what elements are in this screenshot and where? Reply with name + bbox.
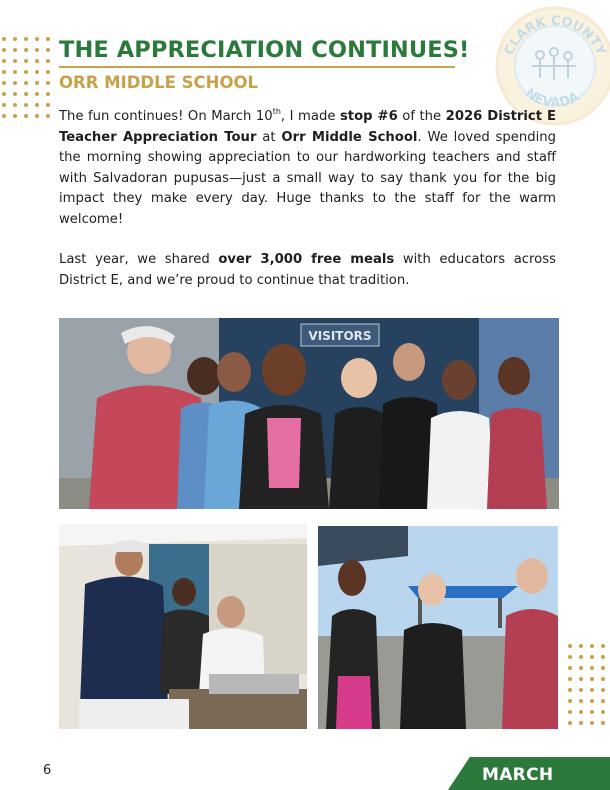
dot (568, 710, 572, 714)
dot (590, 677, 594, 681)
dot (46, 59, 50, 63)
dot (590, 655, 594, 659)
p1-run-4: of the (397, 109, 446, 124)
dot (35, 48, 39, 52)
p1-run-7: Orr Middle School (281, 129, 418, 145)
title-underline (59, 66, 455, 68)
dot (13, 37, 17, 41)
month-label: MARCH (482, 765, 554, 785)
dot (579, 644, 583, 648)
dot (590, 721, 594, 725)
dot (35, 103, 39, 107)
dot (13, 81, 17, 85)
dot (35, 81, 39, 85)
dot (13, 92, 17, 96)
dot (35, 37, 39, 41)
dot (2, 114, 6, 118)
dot (601, 688, 605, 692)
dot (13, 114, 17, 118)
page-subtitle: ORR MIDDLE SCHOOL (59, 73, 259, 92)
dot (568, 644, 572, 648)
dot (24, 103, 28, 107)
decorative-dot-grid-top-left (2, 37, 50, 118)
dot (2, 81, 6, 85)
dot (601, 677, 605, 681)
p1-run-2: , I made (280, 109, 340, 124)
dot (568, 721, 572, 725)
dot (590, 710, 594, 714)
dot (579, 688, 583, 692)
p2-run-0: Last year, we shared (59, 252, 219, 267)
dot (601, 721, 605, 725)
dot (35, 114, 39, 118)
dot (601, 644, 605, 648)
dot (46, 70, 50, 74)
pupusa-serving-photo (59, 524, 307, 729)
dot (579, 677, 583, 681)
dot (579, 699, 583, 703)
dot (568, 666, 572, 670)
dot (2, 103, 6, 107)
p1-run-0: The fun continues! On March 10 (59, 109, 273, 124)
dot (2, 37, 6, 41)
dot (2, 70, 6, 74)
paragraph-tour-stop (59, 107, 556, 230)
dot (568, 688, 572, 692)
dot (2, 59, 6, 63)
dot (579, 721, 583, 725)
group-photo (59, 318, 559, 509)
staff-conversation-photo (318, 526, 558, 729)
dot (568, 655, 572, 659)
seal-top-text: CLARK COUNTY (501, 13, 609, 58)
dot (579, 710, 583, 714)
dot (24, 59, 28, 63)
dot (601, 655, 605, 659)
page-title: THE APPRECIATION CONTINUES! (59, 37, 470, 63)
dot (601, 710, 605, 714)
dot (13, 70, 17, 74)
dot (13, 103, 17, 107)
dot (24, 37, 28, 41)
dot (24, 48, 28, 52)
p1-run-3: stop #6 (339, 109, 398, 124)
dot (590, 666, 594, 670)
paragraph-free-meals (59, 250, 556, 291)
dot (35, 59, 39, 63)
dot (46, 48, 50, 52)
dot (46, 103, 50, 107)
dot (2, 48, 6, 52)
p1-run-6: at (256, 129, 282, 145)
dot (601, 666, 605, 670)
decorative-dot-grid-bottom-right (568, 644, 610, 725)
dot (46, 114, 50, 118)
dot (35, 70, 39, 74)
p2-run-1: over 3,000 free meals (218, 252, 395, 267)
dot (590, 699, 594, 703)
page-number: 6 (43, 763, 52, 778)
visitors-sign: VISITORS (308, 329, 372, 343)
dot (46, 37, 50, 41)
p1-run-8: . We loved spending the morning showing appreciation to our hardworking teachers and staff with Salvadoran pupusas—just a small way to say thank you for the big impact they make every day. Huge thanks to the staff for the warm welcome! (59, 129, 556, 227)
article-body (59, 107, 556, 291)
seal-bottom-text: NEVADA (522, 85, 582, 111)
dot (24, 81, 28, 85)
dot (46, 92, 50, 96)
dot (24, 70, 28, 74)
p1-run-5: 2026 District E Teacher Appreciation Tour (59, 109, 556, 145)
dot (590, 644, 594, 648)
dot (568, 699, 572, 703)
dot (24, 114, 28, 118)
dot (13, 59, 17, 63)
dot (35, 92, 39, 96)
dot (46, 81, 50, 85)
dot (13, 48, 17, 52)
p1-run-1: th (272, 106, 281, 116)
p2-run-2: with educators across District E, and we’re proud to continue that tradition. (59, 252, 556, 288)
dot (579, 666, 583, 670)
dot (601, 699, 605, 703)
dot (568, 677, 572, 681)
dot (24, 92, 28, 96)
dot (2, 92, 6, 96)
dot (579, 655, 583, 659)
dot (590, 688, 594, 692)
